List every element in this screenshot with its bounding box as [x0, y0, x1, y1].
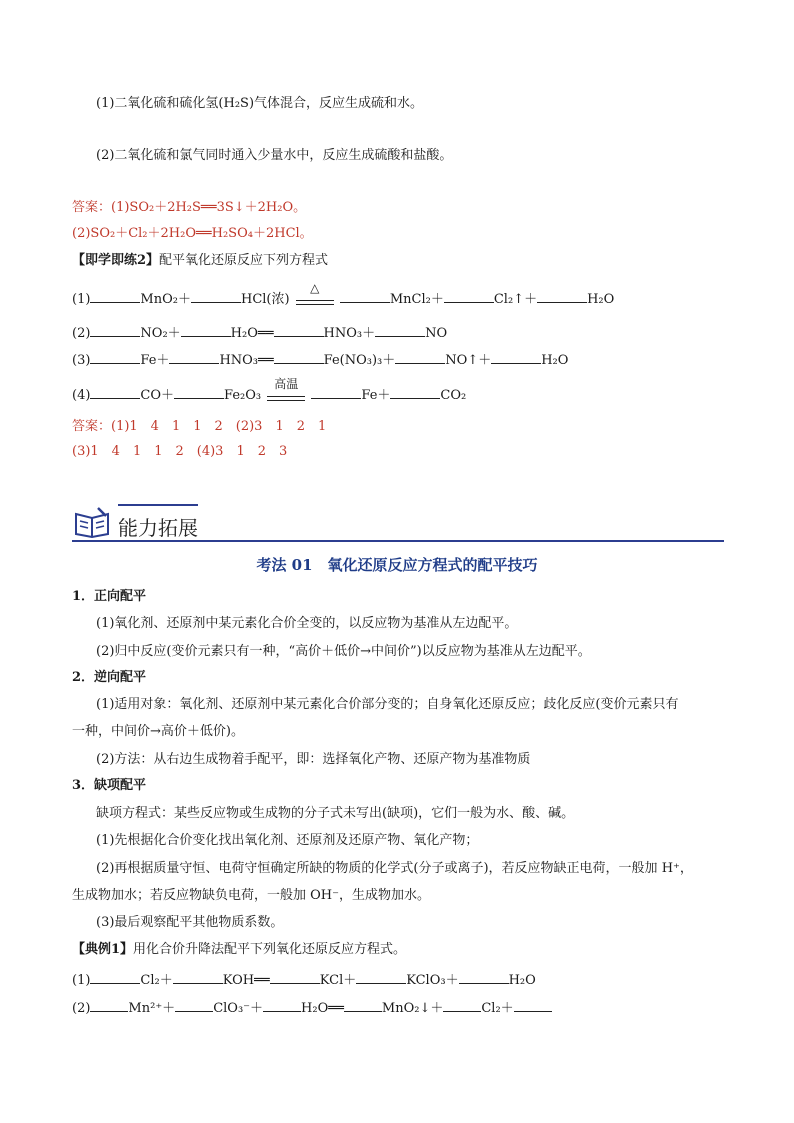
answer-1-line-2: (2)SO₂＋Cl₂＋2H₂O══H₂SO₄＋2HCl。: [72, 226, 313, 241]
blank[interactable]: [90, 384, 140, 399]
blank[interactable]: [356, 969, 406, 984]
example-tag: 【典例1】: [72, 942, 134, 957]
eq-number: (1): [72, 973, 91, 988]
condition-label: 高温: [274, 376, 299, 391]
heading-1: 1．正向配平: [72, 589, 147, 604]
eq-term: H₂O══: [301, 1001, 344, 1016]
section-rule: [72, 540, 724, 542]
blank[interactable]: [537, 288, 587, 303]
eq-term: MnCl₂＋: [389, 292, 444, 307]
eq-term: NO↑＋: [445, 353, 492, 368]
practice-eq-2: [72, 322, 447, 343]
blank[interactable]: [274, 322, 324, 337]
practice-tag: 【即学即练2】: [72, 253, 160, 268]
para-3d: (3)最后观察配平其他物质系数。: [96, 915, 284, 930]
para-1a: (1)氧化剂、还原剂中某元素化合价全变的，以反应物为基准从左边配平。: [96, 616, 518, 631]
eq-term: Cl₂＋: [140, 973, 173, 988]
eq-term: CO＋: [140, 388, 175, 403]
blank[interactable]: [90, 997, 128, 1012]
eq-number: (3): [72, 353, 91, 368]
eq-term: HNO₃══: [219, 353, 274, 368]
blank[interactable]: [169, 349, 219, 364]
practice-title: 配平氧化还原反应下列方程式: [159, 253, 329, 268]
eq-term: Fe(NO₃)₃＋: [323, 353, 396, 368]
blank[interactable]: [344, 997, 382, 1012]
eq-term: H₂O: [541, 353, 569, 368]
practice-eq-4: [72, 376, 467, 405]
eq-term: KOH══: [222, 973, 270, 988]
para-2a-cont: 一种，中间价→高价＋低价)。: [72, 724, 244, 739]
example-eq-1: [72, 969, 536, 990]
eq-term: KClO₃＋: [406, 973, 459, 988]
blank[interactable]: [263, 997, 301, 1012]
practice-answer-1: 答案：(1)1 4 1 1 2 (2)3 1 2 1: [72, 419, 327, 434]
open-book-icon: [72, 506, 112, 538]
eq-term: KCl＋: [319, 973, 357, 988]
eq-number: (1): [72, 292, 91, 307]
blank[interactable]: [443, 997, 481, 1012]
example-title: 用化合价升降法配平下列氧化还原反应方程式。: [133, 942, 407, 957]
para-3c: (2)再根据质量守恒、电荷守恒确定所缺的物质的化学式(分子或离子)，若反应物缺正电荷，一般加 H⁺，: [96, 861, 693, 876]
eq-number: (2): [72, 326, 91, 341]
eq-term: HNO₃＋: [323, 326, 376, 341]
eq-term: NO₂＋: [140, 326, 181, 341]
condition-label: △: [310, 280, 320, 295]
eq-term: MnO₂＋: [140, 292, 191, 307]
heading-3: 3．缺项配平: [72, 778, 147, 793]
eq-term: Cl₂↑＋: [493, 292, 538, 307]
eq-term: HCl(浓): [240, 292, 290, 307]
blank[interactable]: [390, 384, 440, 399]
kaofa-title: 考法 01 氧化还原反应方程式的配平技巧: [256, 556, 538, 574]
para-3c-cont: 生成物加水；若反应物缺负电荷，一般加 OH⁻，生成物加水。: [72, 888, 430, 903]
blank[interactable]: [340, 288, 390, 303]
eq-term: MnO₂↓＋: [381, 1001, 444, 1016]
practice-heading: [72, 252, 328, 270]
blank[interactable]: [444, 288, 494, 303]
eq-term: Fe₂O₃: [224, 388, 262, 403]
blank[interactable]: [274, 349, 324, 364]
eq-term: Cl₂＋: [481, 1001, 514, 1016]
blank[interactable]: [90, 969, 140, 984]
para-2a: (1)适用对象：氧化剂、还原剂中某元素化合价部分变的；自身氧化还原反应；歧化反应(变价元素只有: [96, 697, 679, 712]
example-heading: [72, 941, 406, 959]
question-1: (1)二氧化硫和硫化氢(H₂S)气体混合，反应生成硫和水。: [96, 96, 424, 111]
para-2b: (2)方法：从右边生成物着手配平，即：选择氧化产物、还原产物为基准物质: [96, 752, 531, 767]
blank[interactable]: [311, 384, 361, 399]
eq-term: ClO₃⁻＋: [213, 1001, 264, 1016]
eq-number: (2): [72, 1001, 91, 1016]
eq-term: Mn²⁺＋: [128, 1001, 176, 1016]
eq-term: H₂O══: [230, 326, 274, 341]
answer-1-line-1: 答案：(1)SO₂＋2H₂S══3S↓＋2H₂O。: [72, 200, 307, 215]
blank[interactable]: [181, 322, 231, 337]
section-top-rule: [118, 504, 198, 506]
eq-term: NO: [425, 326, 448, 341]
blank[interactable]: [395, 349, 445, 364]
para-1b: (2)归中反应(变价元素只有一种，“高价＋低价→中间价”)以反应物为基准从左边配平。: [96, 644, 591, 659]
para-3a: 缺项方程式：某些反应物或生成物的分子式未写出(缺项)，它们一般为水、酸、碱。: [96, 806, 575, 821]
blank[interactable]: [459, 969, 509, 984]
practice-answer-2: (3)1 4 1 1 2 (4)3 1 2 3: [72, 444, 288, 459]
heading-2: 2．逆向配平: [72, 670, 147, 685]
blank[interactable]: [270, 969, 320, 984]
practice-eq-3: [72, 349, 568, 370]
eq-term: Fe＋: [361, 388, 391, 403]
example-eq-2: [72, 997, 552, 1018]
blank[interactable]: [514, 997, 552, 1012]
blank[interactable]: [191, 288, 241, 303]
blank[interactable]: [175, 997, 213, 1012]
blank[interactable]: [90, 322, 140, 337]
blank[interactable]: [90, 349, 140, 364]
blank[interactable]: [173, 969, 223, 984]
blank[interactable]: [491, 349, 541, 364]
section-title: 能力拓展: [118, 516, 198, 540]
eq-term: H₂O: [508, 973, 536, 988]
para-3b: (1)先根据化合价变化找出氧化剂、还原剂及还原产物、氧化产物；: [96, 833, 479, 848]
high-temp-arrow: [267, 376, 305, 403]
blank[interactable]: [174, 384, 224, 399]
blank[interactable]: [375, 322, 425, 337]
eq-term: Fe＋: [140, 353, 170, 368]
practice-eq-1: [72, 280, 615, 309]
eq-term: H₂O: [587, 292, 615, 307]
eq-number: (4): [72, 388, 91, 403]
heat-arrow: [296, 280, 334, 307]
blank[interactable]: [90, 288, 140, 303]
eq-term: CO₂: [440, 388, 467, 403]
question-2: (2)二氧化硫和氯气同时通入少量水中，反应生成硫酸和盐酸。: [96, 148, 453, 163]
